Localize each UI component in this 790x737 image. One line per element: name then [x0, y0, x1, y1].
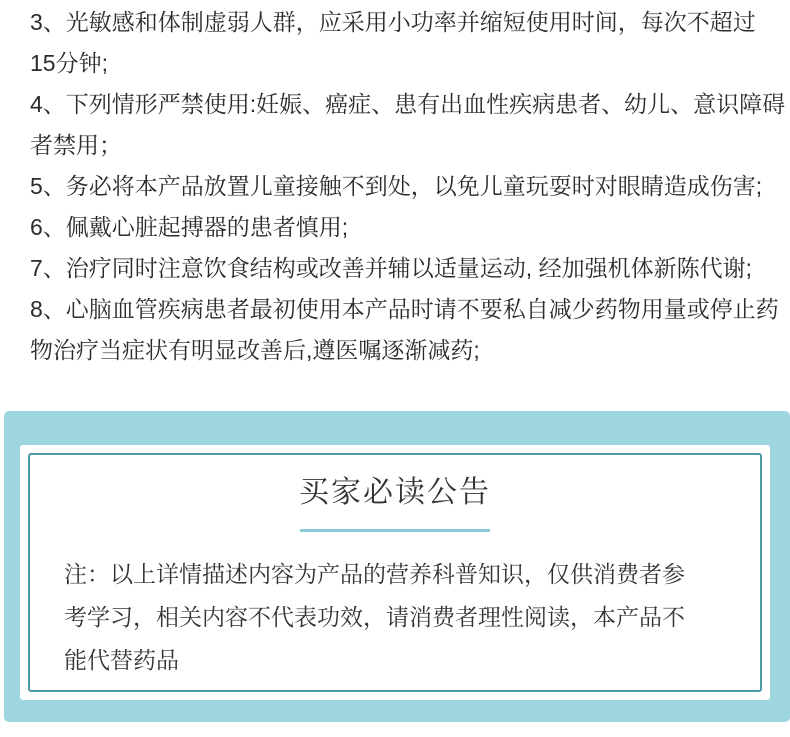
notice-note-line: 考学习，相关内容不代表功效，请消费者理性阅读，本产品不 — [64, 604, 685, 630]
notice-note-line: 能代替药品 — [64, 647, 179, 673]
warning-line: 者禁用； — [30, 132, 122, 158]
notice-panel — [20, 445, 770, 700]
warning-line: 4、下列情形严禁使用:妊娠、癌症、患有出血性疾病患者、幼儿、意识障碍 — [30, 91, 786, 117]
notice-note-line: 注：以上详情描述内容为产品的营养科普知识，仅供消费者参 — [64, 561, 685, 587]
warning-line: 7、治疗同时注意饮食结构或改善并辅以适量运动, 经加强机体新陈代谢; — [30, 255, 752, 281]
buyer-notice-box — [4, 411, 790, 722]
warning-line: 8、心脑血管疾病患者最初使用本产品时请不要私自减少药物用量或停止药 — [30, 296, 779, 322]
notice-frame — [28, 453, 762, 692]
warning-line: 15分钟; — [30, 50, 108, 76]
usage-warnings-section — [0, 2, 790, 371]
notice-note — [64, 553, 734, 682]
warning-line: 5、务必将本产品放置儿童接触不到处，以免儿童玩耍时对眼睛造成伤害; — [30, 173, 763, 199]
warning-line: 3、光敏感和体制虚弱人群，应采用小功率并缩短使用时间，每次不超过 — [30, 9, 756, 35]
warning-line: 6、佩戴心脏起搏器的患者慎用; — [30, 214, 349, 240]
title-underline-divider — [300, 529, 490, 532]
warning-line: 物治疗当症状有明显改善后,遵医嘱逐渐减药; — [30, 337, 480, 363]
notice-title: 买家必读公告 — [299, 476, 491, 509]
